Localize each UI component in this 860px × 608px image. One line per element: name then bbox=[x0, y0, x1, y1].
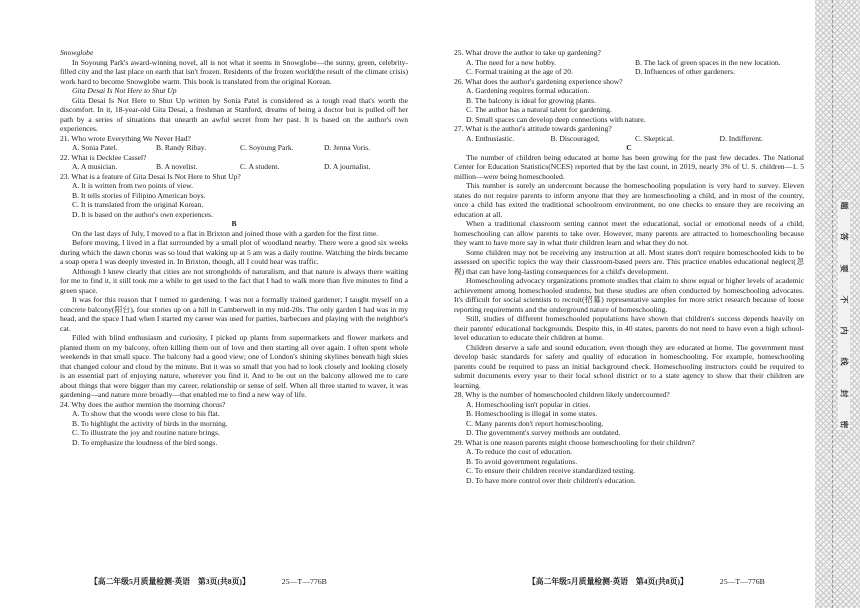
option: B. The lack of green spaces in the new location. bbox=[635, 57, 781, 67]
option: C. To illustrate the joy and routine nature brings. bbox=[72, 428, 220, 437]
option: A. Enthusiastic. bbox=[466, 133, 515, 143]
binding-dashed-line bbox=[832, 0, 833, 608]
binding-char: 内 bbox=[839, 326, 849, 335]
question-25: 25. What drove the author to take up gardening? bbox=[454, 48, 601, 57]
question-21: 21. Who wrote Everything We Never Had? bbox=[60, 133, 191, 143]
option: A. The need for a new hobby. bbox=[466, 57, 557, 67]
option: D. The government's survey methods are outdated. bbox=[466, 428, 621, 437]
option: D. Small spaces can develop deep connections with nature. bbox=[466, 114, 646, 124]
section-b-heading: B bbox=[231, 219, 237, 228]
heading-snowglobe: Snowglobe bbox=[60, 48, 94, 57]
question-24: 24. Why does the author mention the morning chorus? bbox=[60, 399, 226, 409]
footer-title: 【高二年级5月质量检测·英语 第3页(共8页)】 bbox=[90, 577, 250, 586]
option: B. Randy Ribay. bbox=[156, 143, 207, 152]
option: D. Jenna Voris. bbox=[324, 143, 371, 152]
option: C. To ensure their children receive standardized testing. bbox=[466, 466, 636, 475]
binding-char: 答 bbox=[839, 232, 849, 241]
passage-b-paragraph: Although I knew clearly that cities are not strongholds of naturalism, and that nature is always there waiting for me to find it, it still took me a while to get used to the fact that I had to walk more than five minutes to find a green space. bbox=[60, 266, 408, 295]
question-22-options bbox=[60, 162, 408, 172]
gita-text: Gita Desai Is Not Here to Shut Up written by Sonia Patel is considered as a tough read that's worth the discomfort. In it, 18-year-old Gita Desai, a freshman at Stanford, dreams of being a doctor but is pulled off her path by a series of situations that unearth an awful secret from her past. It is based on the author's own experiences. bbox=[60, 95, 408, 133]
binding-char: 封 bbox=[839, 389, 849, 398]
option: A. Sonia Patel. bbox=[72, 143, 118, 152]
option: D. It is based on the author's own experiences. bbox=[72, 209, 213, 219]
binding-warning-label bbox=[838, 200, 850, 430]
binding-char: 密 bbox=[839, 420, 849, 429]
question-27: 27. What is the author's attitude towards gardening? bbox=[454, 124, 612, 133]
option: B. To highlight the activity of birds in the morning. bbox=[72, 418, 228, 428]
option: C. Formal training at the age of 20. bbox=[466, 67, 573, 76]
right-page-footer bbox=[528, 576, 765, 587]
heading-gita: Gita Desai Is Not Here to Shut Up bbox=[72, 86, 177, 95]
option: B. A novelist. bbox=[156, 162, 198, 171]
option: C. Skeptical. bbox=[635, 133, 675, 143]
question-23: 23. What is a feature of Gita Desai Is Not Here to Shut Up? bbox=[60, 171, 241, 181]
right-page-column bbox=[454, 48, 804, 485]
option: B. It tells stories of Filipino American boys. bbox=[72, 190, 206, 200]
option: A. To show that the woods were close to his flat. bbox=[72, 409, 220, 418]
question-25-options-row-2 bbox=[454, 67, 804, 77]
passage-c-paragraph: Some children may not be receiving any instruction at all. Most states don't require homeschooled kids to be assessed on specific topics the way their classroom-based peers are. This practice enables educational neglect(忽视) that can have long-lasting consequences for a child's development. bbox=[454, 247, 804, 276]
passage-b-paragraph: It was for this reason that I turned to gardening. I was not a formally trained gardener; I taught myself on a concrete balcony(阳台), four stories up on a hill in Camberwell in my mid-20s. The only garden I had was in my head, and the space I had when I started my career was used for parties, barbecues and playing with the neighbor's cat. bbox=[60, 295, 408, 333]
option: C. Soyoung Park. bbox=[240, 143, 294, 152]
option: C. A student. bbox=[240, 162, 280, 171]
option: D. A journalist. bbox=[324, 162, 371, 171]
binding-char: 要 bbox=[839, 264, 849, 273]
left-page-column bbox=[60, 48, 408, 447]
passage-c-paragraph: The number of children being educated at home has been growing for the past few decades. The National Center for Education Statistics(NCES) reported that by the last count, in 2019, nearly 3% of U. S. children—1. 5 million—were being homeschooled. bbox=[454, 152, 804, 181]
option: B. Homeschooling is illegal in some states. bbox=[466, 409, 598, 418]
option: D. To have more control over their children's education. bbox=[466, 475, 636, 485]
option: A. A musician. bbox=[72, 162, 118, 171]
option: A. It is written from two points of view. bbox=[72, 181, 193, 190]
question-29: 29. What is one reason parents might choose homeschooling for their children? bbox=[454, 437, 695, 447]
option: B. The balcony is ideal for growing plants. bbox=[466, 95, 596, 105]
question-28: 28. Why is the number of homeschooled children likely undercounted? bbox=[454, 390, 670, 399]
question-25-options-row-1 bbox=[454, 58, 804, 68]
option: D. Indifferent. bbox=[719, 133, 764, 143]
option: D. To emphasize the loudness of the bird songs. bbox=[72, 437, 218, 447]
passage-c-paragraph: Children deserve a safe and sound education, even though they are educated at home. The government must develop basic standards for safety and quality of education in homeschooling. For example, homeschooling parents could be required to pass an initial background check. Homeschooling instructors could be required to submit documents every year to their local school district or to a state agency to show that their children are learning. bbox=[454, 342, 804, 390]
section-c-heading: C bbox=[626, 143, 632, 152]
passage-c-paragraph: This number is surely an undercount because the homeschooling population is very hard to survey. Eleven states do not require parents to inform anyone that they are homeschooling a child, and in most of the country, once a child has exited the traditional schoolroom environment, no one checks to ensure they are receiving an education at all. bbox=[454, 181, 804, 219]
snowglobe-text: In Soyoung Park's award-winning novel, all is not what it seems in Snowglobe—the sunny, green, celebrity-filled city and the last place on earth that isn't frozen. Residents of the frozen world(the result of the climate crisis) work hard to become Snowglobe warm. This book is translated from the original Korean. bbox=[60, 57, 408, 86]
binding-char: 题 bbox=[839, 201, 849, 210]
left-page-footer bbox=[90, 576, 327, 587]
option: D. Influences of other gardeners. bbox=[635, 67, 735, 76]
question-21-options bbox=[60, 143, 408, 153]
question-26: 26. What does the author's gardening experience show? bbox=[454, 76, 623, 86]
binding-char: 线 bbox=[839, 357, 849, 366]
question-22: 22. What is Decklee Cassel? bbox=[60, 152, 147, 162]
passage-c-paragraph: When a traditional classroom setting cannot meet the educational, social or emotional needs of a child, homeschooling can allow parents to take over. However, many parents are attracted to homeschooling because they want to have more say in what their children learn and what they do not. bbox=[454, 219, 804, 247]
option: C. It is translated from the original Korean. bbox=[72, 200, 204, 209]
passage-b-paragraph: On the last days of July, I moved to a flat in Brixton and joined those with a garden for the first time. bbox=[72, 228, 379, 238]
footer-title: 【高二年级5月质量检测·英语 第4页(共8页)】 bbox=[528, 577, 688, 586]
option: A. Homeschooling isn't popular in cities. bbox=[466, 399, 591, 409]
footer-code: 25—T—776B bbox=[281, 577, 327, 586]
option: B. Discouraged. bbox=[550, 133, 600, 143]
passage-b-paragraph: Before moving, I lived in a flat surrounded by a small plot of woodland nearby. There were a good six weeks during which the dawn chorus was so loud that waking up at 5 am was a daily routine. Watching the birds became a soap opera I was deeply invested in. In Brixton, though, all I could hear was traffic. bbox=[60, 238, 408, 266]
binding-char: 不 bbox=[839, 295, 849, 304]
passage-c-paragraph: Still, studies of different homeschooled populations have shown that children's success depends heavily on their parents' educational backgrounds. Despite this, in 40 states, parents do not need to have even a high school-level education to educate their children at home. bbox=[454, 314, 804, 342]
option: C. Many parents don't report homeschooling. bbox=[466, 418, 604, 428]
footer-code: 25—T—776B bbox=[719, 577, 765, 586]
option: A. To reduce the cost of education. bbox=[466, 447, 573, 456]
passage-c-paragraph: Homeschooling advocacy organizations promote studies that claim to show equal or higher levels of academic achievement among homeschooled students, but these studies are often conducted by homeschooling advocates. It's difficult for social scientists to recruit(招募) representative samples for more strict research because of loose reporting requirements and the underground nature of homeschooling. bbox=[454, 276, 804, 314]
question-27-options bbox=[454, 134, 804, 144]
option: B. To avoid government regulations. bbox=[466, 456, 578, 466]
passage-b-paragraph: Filled with blind enthusiasm and curiosity, I picked up plants from supermarkets and flower markets and planted them on my balcony, often killing them out of love and then starting all over again. I often spent whole weekends in that small space. The balcony had a good view; one of London's shining skylines beneath high skies that changed colour and cloud by the minute. But it was so small that you had to look closely and looking closely is an essential part of enjoying nature, wherever you find it. And to be out on the balcony allowed me to care about things that were bigger than my career, relationship or sense of self. When all three started to waver, it was gardening—and nature more broadly—that enabled me to find a new way of life. bbox=[60, 333, 408, 399]
option: A. Gardening requires formal education. bbox=[466, 86, 590, 95]
option: C. The author has a natural talent for gardening. bbox=[466, 105, 612, 114]
